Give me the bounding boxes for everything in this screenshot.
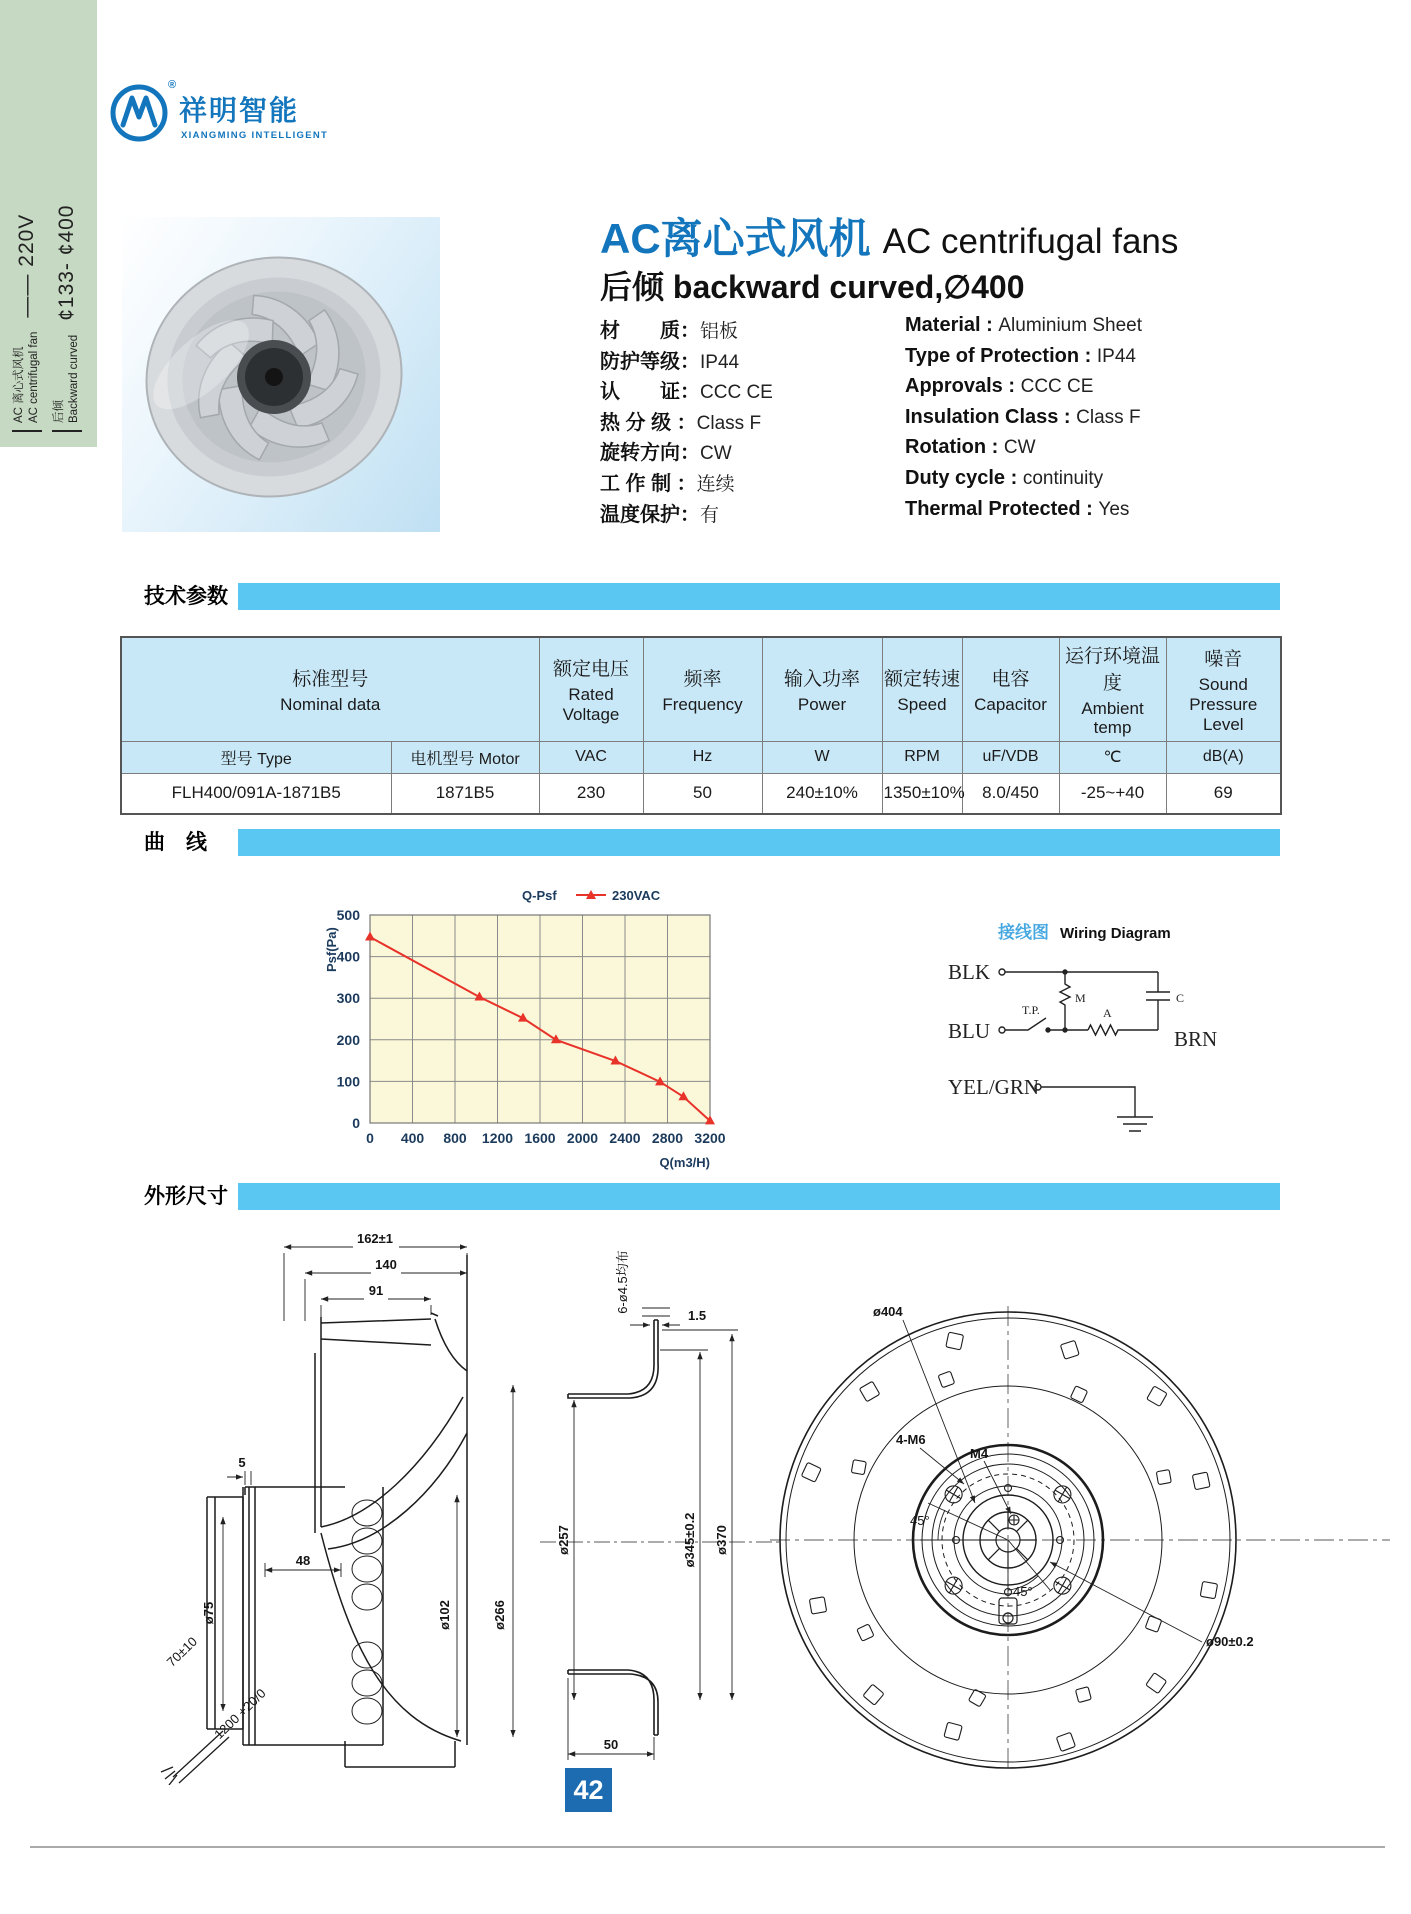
sidebar-voltage: —— 220V xyxy=(14,213,38,318)
dim-side-motorlen: 48 xyxy=(295,1553,311,1568)
cutout-square xyxy=(1200,1581,1217,1598)
page-title-cn: AC离心式风机 xyxy=(600,215,871,262)
table-subheader-cell: VAC xyxy=(539,741,643,773)
cutout-square xyxy=(801,1462,821,1482)
sidebar-series-cn: AC 离心式风机 xyxy=(13,346,25,423)
table-cell: 1871B5 xyxy=(391,773,539,814)
cutout-square xyxy=(863,1684,884,1705)
table-cell: 69 xyxy=(1166,773,1281,814)
cutout-square xyxy=(1060,1340,1079,1359)
dim-side-cable-b: 1200 +20/0 xyxy=(211,1685,269,1742)
cutout-square xyxy=(1156,1470,1171,1485)
wiring-title-cn: 接线图 xyxy=(998,923,1049,942)
dim-inlet-holes: 6-ø4.5均布 xyxy=(615,1250,630,1314)
spec-en: Approvals : CCC CE xyxy=(905,375,1094,398)
table-subheader-cell: dB(A) xyxy=(1166,741,1281,773)
front-centerlines xyxy=(770,1306,1390,1770)
spec-row-1 xyxy=(600,345,1290,376)
cutout-square xyxy=(1145,1616,1162,1633)
cutout-square xyxy=(1146,1673,1167,1694)
section-bar-tech xyxy=(238,583,1280,610)
dim-inlet-thickness: 1.5 xyxy=(688,1308,707,1323)
footer-rule xyxy=(30,1846,1385,1848)
spec-cn: 温度保护：有 xyxy=(600,503,720,526)
parameters-table xyxy=(120,636,1282,815)
spec-en: Duty cycle : continuity xyxy=(905,466,1104,489)
x-tick-label: 800 xyxy=(443,1130,467,1146)
x-axis-label: Q(m3/H) xyxy=(659,1155,710,1170)
spec-cn: 工 作 制 ：连续 xyxy=(600,472,735,495)
y-tick-label: 300 xyxy=(336,990,360,1007)
spec-en: Type of Protection : IP44 xyxy=(905,344,1136,367)
x-tick-label: 2400 xyxy=(609,1130,641,1146)
cutout-square xyxy=(1075,1687,1091,1703)
wiring-title-en: Wiring Diagram xyxy=(1060,925,1171,942)
sidebar-range-names xyxy=(52,335,82,432)
table-cell: 230 xyxy=(539,773,643,814)
logo-registered-mark: ® xyxy=(168,79,177,91)
page-title xyxy=(600,206,1178,266)
y-tick-label: 500 xyxy=(336,907,360,923)
motor-coils xyxy=(352,1500,382,1724)
side-profile xyxy=(207,1255,467,1767)
hub-spoke xyxy=(988,1548,999,1559)
table-cell: 1350±10% xyxy=(882,773,962,814)
table-header-cell: 噪音 Sound Pressure Level xyxy=(1166,637,1281,741)
legend-label: 230VAC xyxy=(612,888,661,903)
logo-mark-icon xyxy=(113,87,165,139)
dim-inlet-d3: ø370 xyxy=(714,1525,729,1555)
y-tick-label: 0 xyxy=(352,1115,360,1131)
spec-row-6 xyxy=(600,498,1290,529)
x-tick-label: 1600 xyxy=(524,1130,556,1146)
cutout-square xyxy=(859,1381,879,1401)
spec-row-3 xyxy=(600,406,1290,437)
sidebar-size-range: ¢133- ¢400 xyxy=(54,204,78,321)
section-title-curve: 曲 线 xyxy=(144,831,207,854)
cutout-square xyxy=(944,1722,962,1740)
chart-title: Q-Psf xyxy=(522,888,557,903)
dim-inlet-d2: ø345±0.2 xyxy=(682,1512,697,1568)
table-subheader-cell: 型号 Type xyxy=(121,741,391,773)
cutout-square xyxy=(809,1597,826,1614)
dim-inlet-depth: 50 xyxy=(603,1737,619,1752)
spec-row-0 xyxy=(600,314,1290,345)
dim-front-outer: ø404 xyxy=(873,1304,903,1319)
m4-screw-icon xyxy=(1009,1515,1019,1525)
table-subheader-cell: ℃ xyxy=(1059,741,1166,773)
drawing-inlet-section xyxy=(480,1230,800,1770)
x-tick-label: 1200 xyxy=(481,1130,514,1146)
page-number-badge: 42 xyxy=(565,1768,612,1812)
y-tick-label: 200 xyxy=(336,1031,360,1048)
cutout-square xyxy=(938,1371,955,1388)
page-title-en: AC centrifugal fans xyxy=(882,222,1179,261)
table-header-cell: 输入功率 Power xyxy=(762,637,882,741)
spec-cn: 热 分 级 ：Class F xyxy=(600,411,762,434)
hub-spoke xyxy=(988,1520,999,1531)
table-subheader-cell: 电机型号 Motor xyxy=(391,741,539,773)
table-header-cell: 运行环境温度 Ambient temp xyxy=(1059,637,1166,741)
table-cell: -25~+40 xyxy=(1059,773,1166,814)
dim-front-angle1: 45° xyxy=(910,1513,930,1528)
section-bar-curve xyxy=(238,829,1280,856)
performance-chart xyxy=(290,880,760,1185)
y-tick-label: 400 xyxy=(336,948,360,965)
spec-en: Insulation Class : Class F xyxy=(905,405,1141,428)
cutout-square xyxy=(1147,1386,1167,1406)
wire-label-yelgrn: YEL/GRN xyxy=(948,1075,1039,1099)
sidebar-series-names xyxy=(12,332,42,432)
m6-screw-icon xyxy=(1051,1574,1074,1597)
spec-en: Material : Aluminium Sheet xyxy=(905,314,1142,336)
inlet-profile xyxy=(568,1320,658,1735)
drawing-side-view xyxy=(145,1225,525,1785)
table-header-cell: 频率 Frequency xyxy=(643,637,762,741)
table-header-cell: 电容 Capacitor xyxy=(962,637,1059,741)
table-cell: 8.0/450 xyxy=(962,773,1059,814)
wire-label-brn: BRN xyxy=(1174,1027,1218,1051)
table-subheader-cell: Hz xyxy=(643,741,762,773)
dim-front-bolts: 4-M6 xyxy=(896,1432,926,1447)
spec-en: Rotation : CW xyxy=(905,436,1036,459)
page-subtitle: 后倾 backward curved,∅400 xyxy=(600,269,1025,305)
sidebar-range-en: Backward curved xyxy=(67,334,80,423)
wiring-diagram xyxy=(940,912,1290,1182)
x-tick-label: 2000 xyxy=(566,1130,599,1146)
inlet-dim-lines xyxy=(540,1308,780,1760)
x-tick-label: 400 xyxy=(400,1130,425,1146)
wire-label-tp: T.P. xyxy=(1022,1003,1040,1017)
dim-side-depth: 140 xyxy=(375,1257,397,1272)
x-tick-label: 3200 xyxy=(694,1130,726,1146)
section-bar-dims xyxy=(238,1183,1280,1210)
drawing-front-view xyxy=(770,1300,1410,1785)
dim-side-width: 162±1 xyxy=(356,1231,394,1246)
spec-cn: 防护等级：IP44 xyxy=(600,350,740,373)
fan-photo-art xyxy=(122,217,440,532)
sidebar-series-line xyxy=(12,214,42,432)
y-tick-label: 100 xyxy=(336,1073,360,1090)
dim-side-cable-a: 70±10 xyxy=(163,1633,201,1670)
section-title-dims: 外形尺寸 xyxy=(144,1185,228,1208)
x-tick-label: 0 xyxy=(366,1130,374,1146)
m6-screw-icon xyxy=(1051,1483,1074,1506)
dim-front-angle2: 45° xyxy=(1013,1584,1033,1599)
spec-cn: 旋转方向：CW xyxy=(600,442,732,465)
dim-side-platedia: ø266 xyxy=(492,1600,507,1630)
cutout-square xyxy=(851,1460,866,1475)
product-photo xyxy=(122,217,440,532)
table-cell: FLH400/091A-1871B5 xyxy=(121,773,391,814)
wire-label-a: A xyxy=(1103,1006,1112,1020)
m6-screw-icon xyxy=(942,1574,965,1597)
wire-label-m: M xyxy=(1075,991,1086,1005)
spec-row-4 xyxy=(600,436,1290,467)
hub-spoke xyxy=(1016,1548,1027,1559)
spec-list xyxy=(600,314,1290,528)
wire-label-blk: BLK xyxy=(948,960,990,984)
table-header-cell: 标准型号 Nominal data xyxy=(121,637,539,741)
m6-screw-icon xyxy=(942,1483,965,1506)
sidebar-series-en: AC centrifugal fan xyxy=(27,331,40,423)
spec-en: Thermal Protected : Yes xyxy=(905,497,1130,520)
dim-front-screw: M4 xyxy=(970,1446,989,1461)
table-subheader-cell: RPM xyxy=(882,741,962,773)
sidebar-tab xyxy=(0,0,97,447)
dim-side-shaft: ø75 xyxy=(201,1601,216,1625)
dim-side-motordia: ø102 xyxy=(437,1600,452,1630)
dim-side-step: 5 xyxy=(238,1455,246,1470)
wire-label-blu: BLU xyxy=(948,1019,990,1043)
y-axis-label: Psf(Pa) xyxy=(324,927,339,972)
wire-label-c: C xyxy=(1176,991,1185,1005)
table-header-cell: 额定电压 Rated Voltage xyxy=(539,637,643,741)
cutout-square xyxy=(946,1332,964,1350)
dim-side-inlet: 91 xyxy=(368,1283,384,1298)
table-subheader-cell: uF/VDB xyxy=(962,741,1059,773)
sidebar-range-line xyxy=(52,205,82,432)
dim-inlet-d1: ø257 xyxy=(556,1525,571,1555)
sidebar-range-cn: 后倾 xyxy=(53,400,65,423)
section-title-tech: 技术参数 xyxy=(144,585,228,608)
logo-name-cn: 祥明智能 xyxy=(179,95,300,126)
logo-name-en: XIANGMING INTELLIGENT xyxy=(181,130,329,141)
table-cell: 50 xyxy=(643,773,762,814)
company-logo xyxy=(105,72,345,152)
table-header-cell: 额定转速 Speed xyxy=(882,637,962,741)
table-subheader-cell: W xyxy=(762,741,882,773)
cutout-square xyxy=(1192,1472,1210,1490)
cutout-square xyxy=(857,1624,874,1641)
spec-cn: 材 质：铝板 xyxy=(600,320,739,342)
dim-front-hub: ø90±0.2 xyxy=(1206,1634,1254,1649)
spec-row-2 xyxy=(600,375,1290,406)
spec-row-5 xyxy=(600,467,1290,498)
table-cell: 240±10% xyxy=(762,773,882,814)
cutout-square xyxy=(1056,1732,1075,1751)
spec-cn: 认 证：CCC CE xyxy=(600,381,773,404)
x-tick-label: 2800 xyxy=(651,1130,684,1146)
